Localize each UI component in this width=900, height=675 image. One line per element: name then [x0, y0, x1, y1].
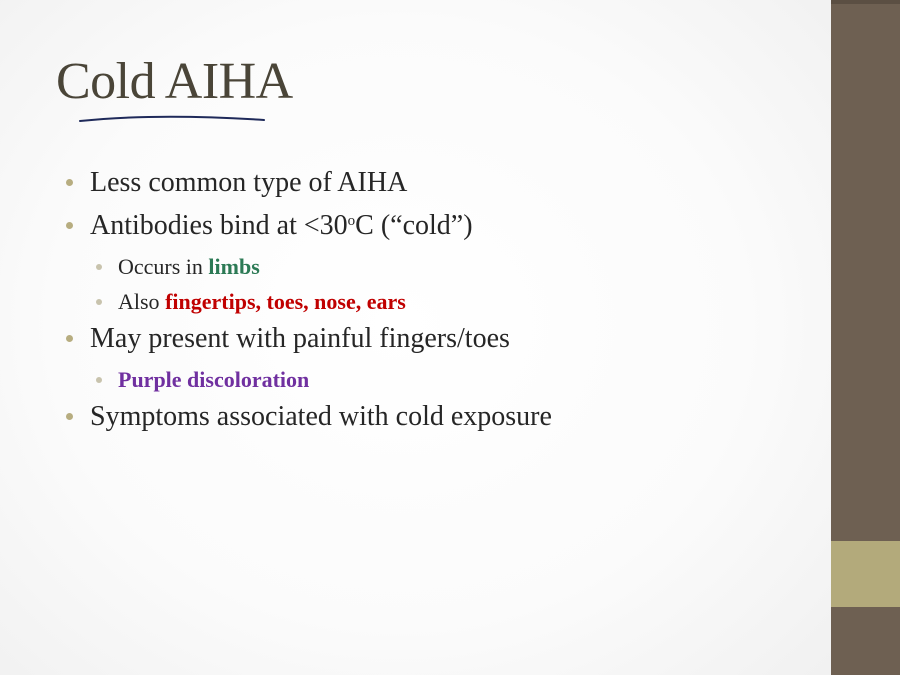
bullet-text: Symptoms associated with cold exposure: [90, 401, 552, 432]
decorative-sidebar: [831, 0, 900, 675]
sub-bullet-label: Also: [118, 289, 166, 314]
sub-bullet-label: Occurs in: [118, 254, 209, 279]
bullet-text-post: C (“cold”): [355, 210, 473, 241]
bullet-item: [66, 400, 806, 441]
sub-bullet-item: [66, 252, 806, 287]
bullet-dot-icon: [96, 377, 102, 383]
bullet-text: May present with painful fingers/toes: [90, 323, 510, 354]
bullet-dot-icon: [96, 264, 102, 270]
highlight-limbs: limbs: [208, 254, 260, 279]
bullet-item: [66, 322, 806, 363]
bullet-dot-icon: [66, 179, 73, 186]
bullet-dot-icon: [66, 413, 73, 420]
bullet-list: [66, 166, 806, 443]
sidebar-accent-block: [831, 541, 900, 607]
title-underline-annotation: [78, 112, 268, 126]
bullet-text-pre: Antibodies bind at <30: [90, 210, 348, 241]
bullet-dot-icon: [96, 299, 102, 305]
bullet-item: [66, 166, 806, 207]
bullet-dot-icon: [66, 335, 73, 342]
sidebar-top-strip: [831, 0, 900, 4]
slide-title: Cold AIHA: [56, 53, 293, 110]
sub-bullet-item: [66, 287, 806, 322]
bullet-dot-icon: [66, 222, 73, 229]
bullet-item: [66, 209, 806, 250]
sub-bullet-item: [66, 365, 806, 400]
highlight-extremities: fingertips, toes, nose, ears: [165, 289, 406, 314]
degree-superscript: o: [347, 213, 356, 229]
bullet-text: Less common type of AIHA: [90, 167, 408, 198]
highlight-purple-discoloration: Purple discoloration: [118, 367, 310, 392]
